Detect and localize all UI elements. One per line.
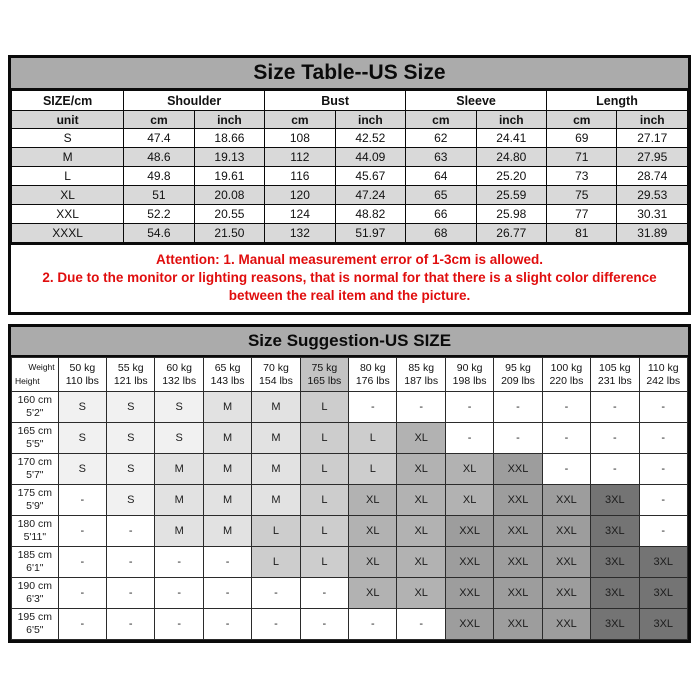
no-size-cell: - bbox=[445, 392, 493, 423]
weight-kg: 110 kg bbox=[647, 361, 679, 374]
unit-header-cell: cm bbox=[265, 111, 335, 129]
suggested-size-cell: M bbox=[203, 516, 251, 547]
measurement-cell: 108 bbox=[265, 129, 335, 148]
no-size-cell: - bbox=[639, 516, 687, 547]
suggested-size-cell: L bbox=[349, 454, 397, 485]
suggested-size-cell: M bbox=[203, 454, 251, 485]
suggested-size-cell: XXL bbox=[445, 609, 493, 640]
suggested-size-cell: XXL bbox=[542, 609, 590, 640]
weight-kg: 65 kg bbox=[214, 361, 241, 374]
no-size-cell: - bbox=[300, 578, 348, 609]
size-label: S bbox=[12, 129, 124, 148]
weight-column-header bbox=[591, 358, 639, 392]
attention-line: between the real item and the picture. bbox=[228, 288, 471, 303]
suggested-size-cell: M bbox=[252, 423, 300, 454]
column-group-shoulder: Shoulder bbox=[124, 91, 265, 111]
suggested-size-cell: XL bbox=[397, 485, 445, 516]
height-cm: 175 cm bbox=[17, 487, 53, 499]
height-ft: 5'7" bbox=[26, 469, 44, 481]
no-size-cell: - bbox=[107, 578, 155, 609]
measurement-cell: 77 bbox=[547, 205, 617, 224]
suggested-size-cell: 3XL bbox=[591, 516, 639, 547]
section-divider bbox=[8, 315, 691, 324]
suggested-size-cell: L bbox=[300, 454, 348, 485]
measurement-cell: 19.61 bbox=[194, 167, 264, 186]
unit-header-cell: cm bbox=[547, 111, 617, 129]
suggested-size-cell: XXL bbox=[494, 454, 542, 485]
height-row bbox=[12, 516, 688, 547]
weight-column-header bbox=[397, 358, 445, 392]
suggested-size-cell: 3XL bbox=[591, 609, 639, 640]
suggested-size-cell: M bbox=[155, 516, 203, 547]
weight-kg: 50 kg bbox=[69, 361, 96, 374]
size-table-section bbox=[8, 55, 691, 315]
weight-column-header bbox=[300, 358, 348, 392]
attention-line: 2. Due to the monitor or lighting reasons, that is normal for that there is a slight color difference bbox=[42, 270, 657, 285]
measurement-cell: 26.77 bbox=[476, 224, 546, 243]
weight-lbs: 176 lbs bbox=[355, 374, 390, 387]
suggested-size-cell: XL bbox=[397, 454, 445, 485]
weight-column-header bbox=[155, 358, 203, 392]
suggested-size-cell: XXL bbox=[542, 485, 590, 516]
suggested-size-cell: XL bbox=[349, 516, 397, 547]
no-size-cell: - bbox=[542, 454, 590, 485]
measurement-cell: 42.52 bbox=[335, 129, 405, 148]
suggested-size-cell: XL bbox=[397, 516, 445, 547]
suggested-size-cell: L bbox=[300, 485, 348, 516]
height-cm: 180 cm bbox=[17, 518, 53, 530]
height-label-cell bbox=[12, 392, 59, 423]
measurement-cell: 25.98 bbox=[476, 205, 546, 224]
measurement-cell: 73 bbox=[547, 167, 617, 186]
measurement-cell: 81 bbox=[547, 224, 617, 243]
measurement-cell: 63 bbox=[406, 148, 476, 167]
attention-line: Attention: 1. Manual measurement error of 1-3cm is allowed. bbox=[155, 252, 544, 267]
measurement-cell: 51.97 bbox=[335, 224, 405, 243]
no-size-cell: - bbox=[203, 609, 251, 640]
weight-column-header bbox=[445, 358, 493, 392]
weight-lbs: 165 lbs bbox=[307, 374, 342, 387]
weight-kg: 75 kg bbox=[311, 361, 338, 374]
suggested-size-cell: XXL bbox=[542, 516, 590, 547]
weight-column-header bbox=[107, 358, 155, 392]
weight-lbs: 220 lbs bbox=[549, 374, 584, 387]
no-size-cell: - bbox=[58, 547, 106, 578]
suggested-size-cell: L bbox=[252, 547, 300, 578]
measurement-cell: 20.55 bbox=[194, 205, 264, 224]
no-size-cell: - bbox=[639, 423, 687, 454]
measurement-cell: 132 bbox=[265, 224, 335, 243]
weight-label: Weight bbox=[28, 362, 55, 372]
no-size-cell: - bbox=[155, 578, 203, 609]
size-label: M bbox=[12, 148, 124, 167]
no-size-cell: - bbox=[155, 609, 203, 640]
height-ft: 5'11" bbox=[23, 531, 47, 543]
weight-lbs: 209 lbs bbox=[501, 374, 535, 387]
size-table-row bbox=[12, 148, 688, 167]
height-label-cell bbox=[12, 609, 59, 640]
weight-kg: 70 kg bbox=[263, 361, 289, 374]
suggested-size-cell: 3XL bbox=[639, 578, 687, 609]
measurement-cell: 75 bbox=[547, 186, 617, 205]
suggested-size-cell: M bbox=[203, 392, 251, 423]
height-cm: 170 cm bbox=[17, 456, 53, 468]
measurement-cell: 27.95 bbox=[617, 148, 688, 167]
size-table-row bbox=[12, 205, 688, 224]
height-label-cell bbox=[12, 547, 59, 578]
height-row bbox=[12, 392, 688, 423]
chart-content bbox=[8, 55, 691, 643]
measurement-cell: 19.13 bbox=[194, 148, 264, 167]
measurement-cell: 20.08 bbox=[194, 186, 264, 205]
no-size-cell: - bbox=[203, 547, 251, 578]
height-ft: 5'5" bbox=[26, 438, 44, 450]
height-label-cell bbox=[12, 516, 59, 547]
suggested-size-cell: L bbox=[300, 423, 348, 454]
suggested-size-cell: XL bbox=[397, 578, 445, 609]
unit-label: unit bbox=[12, 111, 124, 129]
no-size-cell: - bbox=[252, 609, 300, 640]
no-size-cell: - bbox=[542, 392, 590, 423]
measurement-cell: 71 bbox=[547, 148, 617, 167]
measurement-cell: 30.31 bbox=[617, 205, 688, 224]
no-size-cell: - bbox=[252, 578, 300, 609]
suggested-size-cell: M bbox=[252, 485, 300, 516]
size-suggestion-title: Size Suggestion-US SIZE bbox=[11, 327, 688, 357]
weight-column-header bbox=[494, 358, 542, 392]
suggested-size-cell: 3XL bbox=[639, 547, 687, 578]
weight-height-corner-cell bbox=[12, 358, 59, 392]
suggested-size-cell: L bbox=[300, 516, 348, 547]
suggested-size-cell: L bbox=[300, 547, 348, 578]
no-size-cell: - bbox=[494, 392, 542, 423]
suggested-size-cell: L bbox=[252, 516, 300, 547]
measurement-cell: 21.50 bbox=[194, 224, 264, 243]
height-ft: 6'5" bbox=[26, 624, 44, 636]
suggested-size-cell: S bbox=[107, 454, 155, 485]
weight-kg: 60 kg bbox=[166, 361, 192, 374]
suggested-size-cell: XXL bbox=[542, 578, 590, 609]
size-label: XXL bbox=[12, 205, 124, 224]
no-size-cell: - bbox=[397, 609, 445, 640]
suggested-size-cell: S bbox=[155, 423, 203, 454]
measurement-cell: 54.6 bbox=[124, 224, 194, 243]
measurement-cell: 65 bbox=[406, 186, 476, 205]
weight-lbs: 143 lbs bbox=[210, 374, 245, 387]
weight-column-header bbox=[349, 358, 397, 392]
suggested-size-cell: XXL bbox=[445, 516, 493, 547]
column-group-length: Length bbox=[547, 91, 688, 111]
measurement-cell: 25.59 bbox=[476, 186, 546, 205]
suggested-size-cell: S bbox=[107, 485, 155, 516]
weight-lbs: 110 lbs bbox=[65, 374, 99, 387]
size-label: XL bbox=[12, 186, 124, 205]
measurement-cell: 66 bbox=[406, 205, 476, 224]
measurement-cell: 112 bbox=[265, 148, 335, 167]
unit-header-cell: cm bbox=[406, 111, 476, 129]
weight-kg: 85 kg bbox=[408, 361, 435, 374]
no-size-cell: - bbox=[349, 392, 397, 423]
measurement-cell: 44.09 bbox=[335, 148, 405, 167]
unit-header-cell: inch bbox=[617, 111, 688, 129]
measurement-cell: 24.41 bbox=[476, 129, 546, 148]
no-size-cell: - bbox=[58, 578, 106, 609]
height-label-cell bbox=[12, 485, 59, 516]
suggested-size-cell: XXL bbox=[445, 547, 493, 578]
suggested-size-cell: S bbox=[107, 392, 155, 423]
measurement-cell: 68 bbox=[406, 224, 476, 243]
suggested-size-cell: XL bbox=[349, 485, 397, 516]
weight-kg: 80 kg bbox=[359, 361, 386, 374]
unit-header-cell: inch bbox=[335, 111, 405, 129]
no-size-cell: - bbox=[591, 454, 639, 485]
measurement-cell: 69 bbox=[547, 129, 617, 148]
no-size-cell: - bbox=[542, 423, 590, 454]
measurement-cell: 24.80 bbox=[476, 148, 546, 167]
measurement-cell: 25.20 bbox=[476, 167, 546, 186]
weight-kg: 90 kg bbox=[456, 361, 483, 374]
weight-lbs: 121 lbs bbox=[113, 374, 148, 387]
no-size-cell: - bbox=[494, 423, 542, 454]
weight-kg: 105 kg bbox=[599, 361, 631, 374]
weight-column-header bbox=[542, 358, 590, 392]
suggested-size-cell: S bbox=[58, 423, 106, 454]
weight-lbs: 242 lbs bbox=[646, 374, 681, 387]
height-row bbox=[12, 454, 688, 485]
size-table-row bbox=[12, 167, 688, 186]
weight-kg: 95 kg bbox=[505, 361, 531, 374]
height-ft: 5'2" bbox=[26, 407, 44, 419]
no-size-cell: - bbox=[203, 578, 251, 609]
height-row bbox=[12, 485, 688, 516]
weight-lbs: 154 lbs bbox=[259, 374, 293, 387]
no-size-cell: - bbox=[349, 609, 397, 640]
measurement-cell: 64 bbox=[406, 167, 476, 186]
height-cm: 160 cm bbox=[17, 394, 53, 406]
height-cm: 190 cm bbox=[17, 580, 53, 592]
measurement-cell: 62 bbox=[406, 129, 476, 148]
column-group-sleeve: Sleeve bbox=[406, 91, 547, 111]
measurement-cell: 116 bbox=[265, 167, 335, 186]
no-size-cell: - bbox=[591, 423, 639, 454]
no-size-cell: - bbox=[58, 516, 106, 547]
height-label: Height bbox=[15, 376, 40, 386]
measurement-cell: 31.89 bbox=[617, 224, 688, 243]
no-size-cell: - bbox=[397, 392, 445, 423]
suggested-size-cell: 3XL bbox=[639, 609, 687, 640]
unit-header-cell: cm bbox=[124, 111, 194, 129]
measurement-cell: 47.4 bbox=[124, 129, 194, 148]
suggested-size-cell: L bbox=[349, 423, 397, 454]
suggested-size-cell: XXL bbox=[494, 547, 542, 578]
size-table-row bbox=[12, 186, 688, 205]
suggested-size-cell: XXL bbox=[494, 609, 542, 640]
suggested-size-cell: 3XL bbox=[591, 485, 639, 516]
weight-column-header bbox=[252, 358, 300, 392]
suggested-size-cell: S bbox=[58, 392, 106, 423]
weight-column-header bbox=[203, 358, 251, 392]
suggested-size-cell: M bbox=[203, 423, 251, 454]
suggested-size-cell: XL bbox=[397, 423, 445, 454]
weight-lbs: 132 lbs bbox=[162, 374, 197, 387]
weight-lbs: 198 lbs bbox=[452, 374, 487, 387]
suggested-size-cell: XXL bbox=[542, 547, 590, 578]
height-ft: 6'3" bbox=[26, 593, 44, 605]
size-table-row bbox=[12, 224, 688, 243]
suggested-size-cell: XL bbox=[349, 578, 397, 609]
size-label: XXXL bbox=[12, 224, 124, 243]
suggested-size-cell: XL bbox=[445, 485, 493, 516]
no-size-cell: - bbox=[445, 423, 493, 454]
measurement-cell: 124 bbox=[265, 205, 335, 224]
suggested-size-cell: XXL bbox=[494, 485, 542, 516]
suggested-size-cell: M bbox=[155, 485, 203, 516]
measurement-cell: 52.2 bbox=[124, 205, 194, 224]
height-ft: 6'1" bbox=[26, 562, 44, 574]
weight-header-row bbox=[12, 358, 688, 392]
size-table-row bbox=[12, 129, 688, 148]
no-size-cell: - bbox=[58, 609, 106, 640]
no-size-cell: - bbox=[155, 547, 203, 578]
no-size-cell: - bbox=[107, 516, 155, 547]
unit-header-cell: inch bbox=[194, 111, 264, 129]
weight-kg: 55 kg bbox=[117, 361, 144, 374]
measurement-cell: 51 bbox=[124, 186, 194, 205]
measurement-cell: 29.53 bbox=[617, 186, 688, 205]
weight-column-header bbox=[639, 358, 687, 392]
height-cm: 165 cm bbox=[17, 425, 53, 437]
weight-kg: 100 kg bbox=[550, 361, 583, 374]
measurement-cell: 48.82 bbox=[335, 205, 405, 224]
measurement-cell: 47.24 bbox=[335, 186, 405, 205]
suggested-size-cell: XL bbox=[397, 547, 445, 578]
suggested-size-cell: S bbox=[107, 423, 155, 454]
height-row bbox=[12, 609, 688, 640]
suggested-size-cell: M bbox=[155, 454, 203, 485]
column-group-bust: Bust bbox=[265, 91, 406, 111]
suggested-size-cell: XXL bbox=[494, 578, 542, 609]
suggested-size-cell: L bbox=[300, 392, 348, 423]
no-size-cell: - bbox=[639, 392, 687, 423]
size-suggestion-section bbox=[8, 324, 691, 643]
no-size-cell: - bbox=[300, 609, 348, 640]
size-label: L bbox=[12, 167, 124, 186]
measurement-cell: 28.74 bbox=[617, 167, 688, 186]
no-size-cell: - bbox=[107, 547, 155, 578]
suggested-size-cell: XL bbox=[445, 454, 493, 485]
height-row bbox=[12, 423, 688, 454]
height-ft: 5'9" bbox=[26, 500, 44, 512]
unit-header-cell: inch bbox=[476, 111, 546, 129]
attention-notice bbox=[11, 243, 688, 312]
no-size-cell: - bbox=[591, 392, 639, 423]
height-label-cell bbox=[12, 578, 59, 609]
weight-lbs: 187 lbs bbox=[404, 374, 439, 387]
measurement-cell: 27.17 bbox=[617, 129, 688, 148]
weight-lbs: 231 lbs bbox=[597, 374, 632, 387]
size-table-group-header-row bbox=[12, 91, 688, 111]
suggested-size-cell: 3XL bbox=[591, 547, 639, 578]
size-suggestion-table bbox=[11, 357, 688, 640]
weight-column-header bbox=[58, 358, 106, 392]
measurement-cell: 120 bbox=[265, 186, 335, 205]
height-cm: 185 cm bbox=[17, 549, 53, 561]
suggested-size-cell: M bbox=[252, 392, 300, 423]
measurement-cell: 45.67 bbox=[335, 167, 405, 186]
suggested-size-cell: 3XL bbox=[591, 578, 639, 609]
height-cm: 195 cm bbox=[17, 611, 53, 623]
no-size-cell: - bbox=[107, 609, 155, 640]
suggested-size-cell: S bbox=[58, 454, 106, 485]
measurement-cell: 48.6 bbox=[124, 148, 194, 167]
size-table-unit-row bbox=[12, 111, 688, 129]
no-size-cell: - bbox=[639, 454, 687, 485]
suggested-size-cell: XXL bbox=[494, 516, 542, 547]
height-row bbox=[12, 578, 688, 609]
suggested-size-cell: M bbox=[252, 454, 300, 485]
suggested-size-cell: XL bbox=[349, 547, 397, 578]
suggested-size-cell: S bbox=[155, 392, 203, 423]
measurement-cell: 18.66 bbox=[194, 129, 264, 148]
height-row bbox=[12, 547, 688, 578]
size-table bbox=[11, 90, 688, 243]
no-size-cell: - bbox=[58, 485, 106, 516]
height-label-cell bbox=[12, 454, 59, 485]
suggested-size-cell: M bbox=[203, 485, 251, 516]
size-table-title: Size Table--US Size bbox=[11, 58, 688, 90]
size-cm-header: SIZE/cm bbox=[12, 91, 124, 111]
height-label-cell bbox=[12, 423, 59, 454]
no-size-cell: - bbox=[639, 485, 687, 516]
measurement-cell: 49.8 bbox=[124, 167, 194, 186]
suggested-size-cell: XXL bbox=[445, 578, 493, 609]
